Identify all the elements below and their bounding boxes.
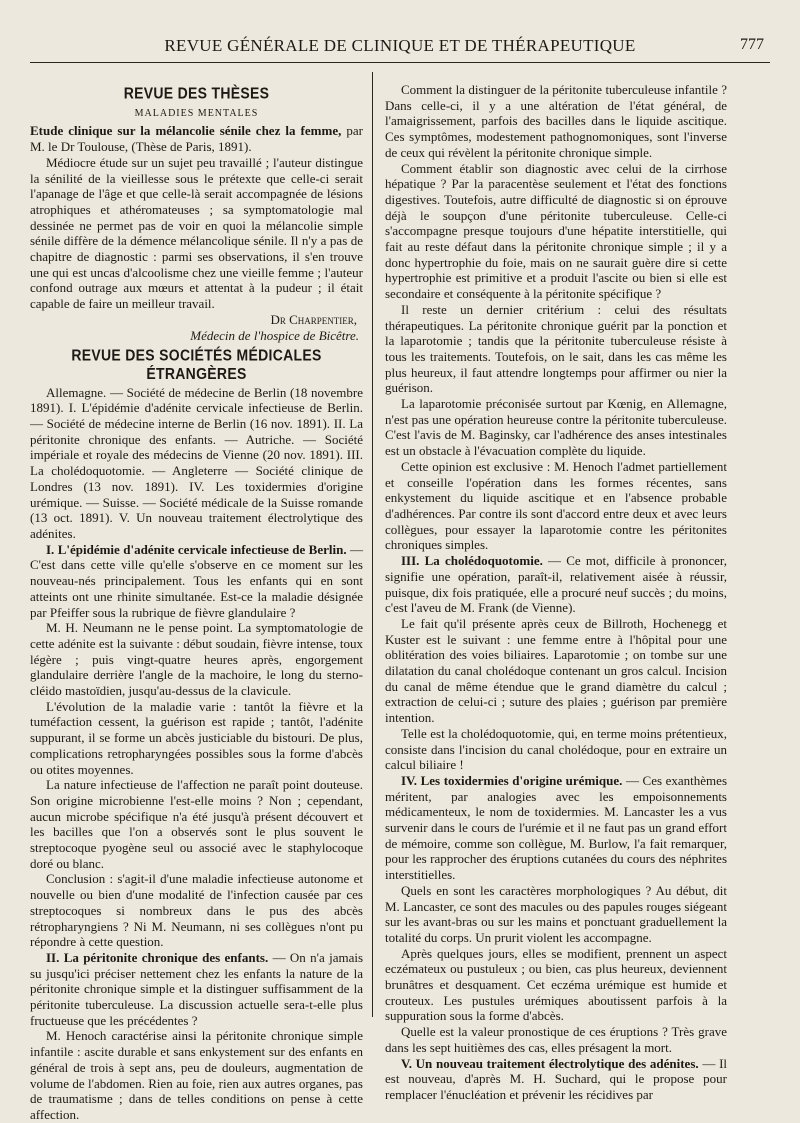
article-3: III. La cholédoquotomie. — Ce mot, difficile à prononcer, signifie une opération, paraît-il, relativement aisée à réussir, puisque, dix fois pratiquée, elle a procuré neuf succès ; du moins, c'est l'aveu de M. Frank (de Vienne).: [385, 553, 727, 616]
paragraph: L'évolution de la maladie varie : tantôt la fièvre et la tuméfaction cessent, la guérison est rapide ; tantôt, l'adénite suppurant, il se forme un abcès justiciable du bistouri. De plus, complications retropharyngées possibles sous la forme d'abcès ou otites moyennes.: [30, 698, 363, 777]
right-column: [385, 82, 727, 1103]
signature-name: Dr Charpentier,: [270, 311, 357, 327]
paragraph: Conclusion : s'agit-il d'une maladie infectieuse autonome et nouvelle ou bien d'une modalité de l'infection causée par ces streptocoques si nombreux dans le pus des abcès rétropharyngiens ? Ni M. Neumann, ni ses collègues n'ont pu répondre à cette question.: [30, 871, 363, 950]
paragraph: Quelle est la valeur pronostique de ces éruptions ? Très grave dans les sept huitièmes des cas, elles présagent la mort.: [385, 1024, 727, 1055]
column-divider: [372, 72, 373, 1017]
thesis-title: Etude clinique sur la mélancolie sénile chez la femme,: [30, 123, 342, 139]
article-2: II. La péritonite chronique des enfants. — On n'a jamais su jusqu'ici préciser nettement chez les enfants la nature de la péritonite chronique simple et la distinguer suffisamment de la péritonite tuberculeuse. La discussion actuelle sera-t-elle plus fructueuse que les précédentes ?: [30, 949, 364, 1028]
paragraph: Quels en sont les caractères morphologiques ? Au début, dit M. Lancaster, ce sont des macules ou des papules rouges siégeant sur les avant-bras ou sur les mains et ponctuant graduellement la totalité du corps. Un prurit violent les accompagne.: [385, 882, 727, 945]
paragraph: La nature infectieuse de l'affection ne paraît point douteuse. Son origine microbienne l'est-elle moins ? Non ; cependant, aucun microbe spécifique n'a été jusqu'à présent découvert et les bacilles que l'on a observés sont le plus souvent le streptocoque pyogène seul ou associé avec le staphylocoque doré ou blanc.: [30, 777, 363, 871]
thesis-author: par M. le Dr Toulouse, (Thèse de Paris, 1891).: [30, 123, 364, 155]
header-rule: [30, 62, 770, 63]
article-heading: II. La péritonite chronique des enfants.: [46, 949, 269, 965]
running-header: [30, 36, 770, 58]
section-title-societies: REVUE DES SOCIÉTÉS MÉDICALES ÉTRANGÈRES: [71, 345, 322, 383]
article-1: I. L'épidémie d'adénite cervicale infectieuse de Berlin. — C'est dans cette ville qu'elle s'observe en ce moment sur les nouveau-nés principalement. Tous les enfants qui en sont atteints ont une rhinite simultanée. Est-ce la maladie désignée par Pfeiffer sous la rubrique de fièvre glandulaire ?: [30, 541, 363, 620]
paragraph: M. Henoch caractérise ainsi la péritonite chronique simple infantile : ascite durable et sans enkystement sur des enfants en général de trois à sept ans, peu de douleurs, augmentation de volume de l'abdomen. Rien au foie, rien aux autres organes, pas de traumatisme ; dans de telles conditions on pense à cette affection.: [30, 1028, 363, 1122]
paragraph: M. H. Neumann ne le pense point. La symptomatologie de cette adénite est la suivante : début soudain, fièvre intense, toux légère ; puis vingt-quatre heures après, engorgement glandulaire derrière l'angle de la machoire, le long du sterno-cléido mastoïdien, jusqu'au-dessus de la clavicule.: [30, 620, 363, 699]
article-5: V. Un nouveau traitement électrolytique des adénites. — Il est nouveau, d'après M. H. Suchard, qui le propose pour remplacer l'énucléation et prévenir les récidives par: [385, 1055, 728, 1102]
article-heading: I. L'épidémie d'adénite cervicale infectieuse de Berlin.: [46, 541, 347, 557]
paragraph: Il reste un dernier critérium : celui des résultats thérapeutiques. La péritonite chronique guérit par la ponction et la laparotomie ; tandis que la péritonite tuberculeuse résiste à tous les traitements. Toutefois, on le sait, dans les cas même les plus heureux, il faut attendre longtemps pour affirmer ou nier la guérison.: [385, 301, 727, 396]
signature-role: Médecin de l'hospice de Bicêtre.: [190, 327, 359, 343]
section-subtitle: MALADIES MENTALES: [134, 107, 259, 119]
article-heading: V. Un nouveau traitement électrolytique des adénites.: [401, 1055, 699, 1071]
paragraph: Médiocre étude sur un sujet peu travaillé ; l'auteur distingue la sénilité de la vieillesse sous le prétexte que celle-ci serait l'apanage de l'âge et que celle-là serait accompagnée de lésions atrophiques et athéromateuses ; sa symptomatologie mal dessinée ne permet pas de voir en quoi la mélancolie simple sénile diffère de la démence mélancolique sénile. Il n'y a pas de chapitre de diagnostic : parmi ses observations, il s'en trouve une qui est uncas d'alcoolisme chez une vieille femme ; l'auteur confond outrage aux mœurs et attentat à la pudeur ; il était capable de faire un meilleur travail.: [30, 154, 363, 312]
paragraph: Comment établir son diagnostic avec celui de la cirrhose hépatique ? Par la paracentèse seulement et l'état des fonctions digestives. Toutefois, autre difficulté de diagnostic si on éprouve déjà le soupçon d'une péritonite tuberculeuse. Celle-ci s'accompagne presque toujours d'une hépatite interstitielle, qui fait au reste défaut dans la péritonite chronique simple ; il y a donc hypertrophie du foie, mais on ne saurait guère dire si cette hypertrophie est primitive et a produit l'ascite ou bien si elle est secondaire et conséquente à la péritonite spécifique ?: [385, 160, 727, 302]
left-column: [30, 82, 363, 1123]
thesis-entry: [30, 123, 363, 154]
journal-title: REVUE GÉNÉRALE DE CLINIQUE ET DE THÉRAPEUTIQUE: [164, 36, 636, 55]
page-number: 777: [740, 36, 764, 53]
paragraph: La laparotomie préconisée surtout par Kœnig, en Allemagne, n'est pas une opération heureuse contre la péritonite tuberculeuse. C'est l'avis de M. Baginsky, car l'adhérence des anses intestinales est un obstacle à l'évacuation complète du liquide.: [385, 396, 727, 459]
paragraph: Telle est la cholédoquotomie, qui, en terme moins prétentieux, consiste dans l'incision du canal cholédoque, pour en extraire un calcul biliaire !: [385, 725, 727, 773]
paragraph: Après quelques jours, elles se modifient, prennent un aspect eczémateux ou pustuleux ; ou bien, cas plus heureux, deviennent brunâtres et desquament. Cet eczéma urémique est humide et crouteux. Les pustules urémiques aboutissent parfois à la suppuration sous la forme d'abcès.: [385, 945, 727, 1024]
article-heading: III. La cholédoquotomie.: [401, 553, 543, 569]
article-4: IV. Les toxidermies d'origine urémique. — Ces exanthèmes méritent, par analogies avec les empoisonnements médicamenteux, le nom de toxidermies. M. Lancaster les a vus survenir dans le cours de l'urémie et il ne faut pas un grand effort de mémoire, comme son collègue, M. Burlow, l'a fait remarquer, pour les rapprocher des éruptions cutanées du cours des néphrites interstitielles.: [385, 772, 728, 883]
societies-summary: Allemagne. — Société de médecine de Berlin (18 novembre 1891). I. L'épidémie d'adénite cervicale infectieuse de Berlin. — Société de médecine interne de Berlin (16 nov. 1891). II. La péritonite chronique des enfants. — Autriche. — Société impériale et royale des médecins de Vienne (20 nov. 1891). III. La cholédoquotomie. — Angleterre — Société clinique de Londres (13 nov. 1891). IV. Les toxidermies d'origine urémique. — Suisse. — Société médicale de la Suisse romande (13 oct. 1891). V. Un nouveau traitement électrolytique des adénites.: [30, 384, 363, 541]
paragraph: Le fait qu'il présente après ceux de Billroth, Hochenegg et Kuster est le suivant : une femme entre à l'hôpital pour une oblitération des voies biliaires. Laparotomie ; on tombe sur une dilatation du canal cholédoque contenant un gros calcul. Incision du canal de même étendue que le grand diamètre du calcul ; extraction de celui-ci ; suture des plaies ; guérison par première intention.: [385, 615, 727, 726]
section-title-theses: REVUE DES THÈSES: [123, 83, 270, 103]
paragraph: Comment la distinguer de la péritonite tuberculeuse infantile ? Dans celle-ci, il y a une altération de l'état général, de l'amaigrissement, parfois des bacilles dans le liquide ascitique. Ces symptômes, modestement pathognomoniques, sont l'inverse de ceux qui révèlent la péritonite chronique simple.: [385, 82, 727, 160]
article-heading: IV. Les toxidermies d'origine urémique.: [401, 772, 623, 788]
paragraph: Cette opinion est exclusive : M. Henoch l'admet partiellement et conseille l'opération dans les formes récentes, sans enkystement du liquide ascitique et en l'absence probable d'adhérences. Par contre ils sont d'accord entre deux et avec leurs collègues, pour essayer la laparotomie contre les péritonites chroniques simples.: [385, 458, 727, 553]
